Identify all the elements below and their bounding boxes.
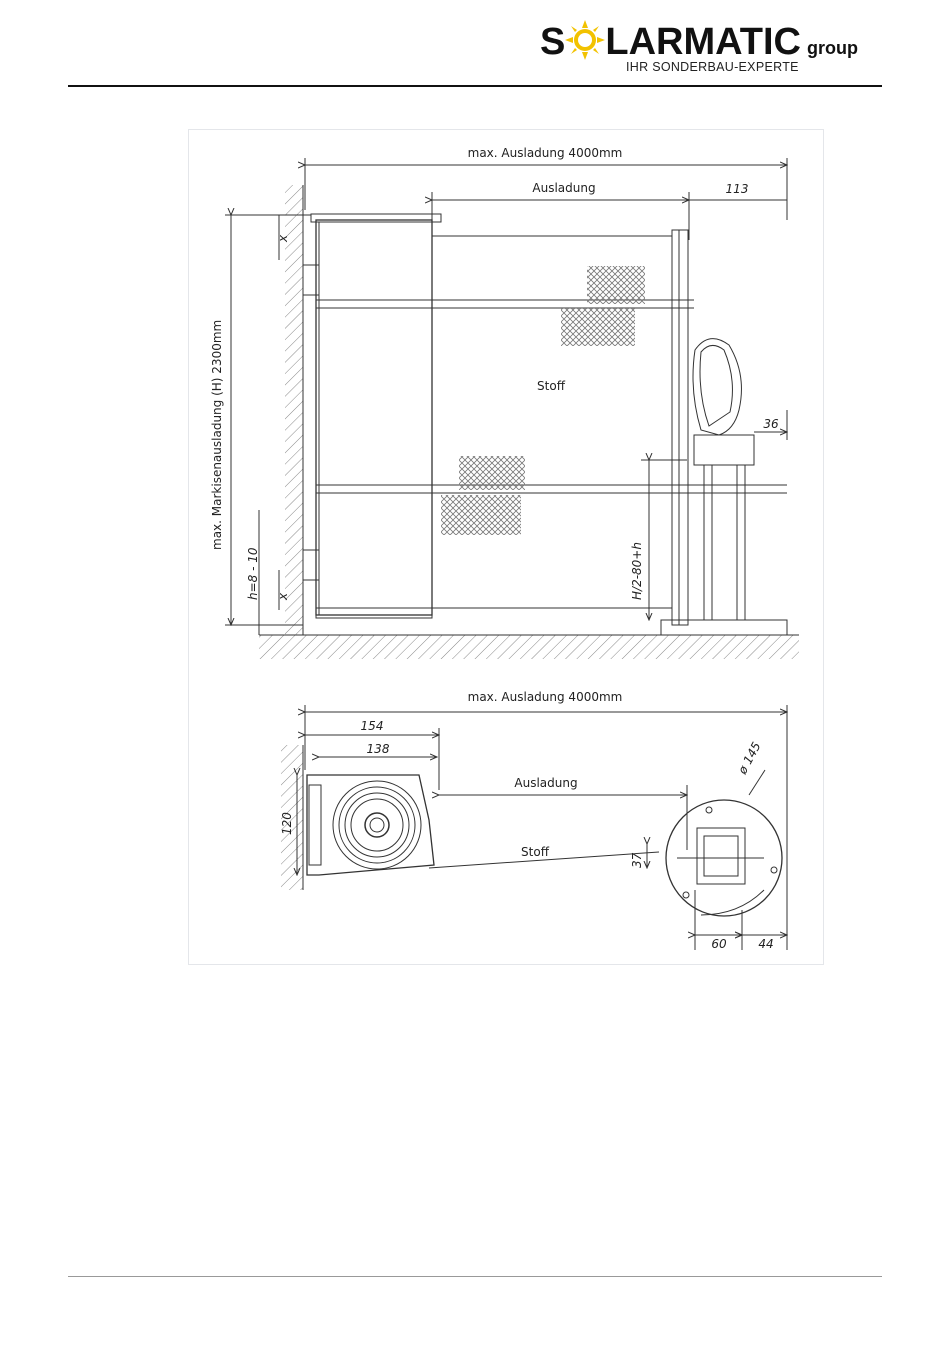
top-dim-113: 113 xyxy=(725,182,749,196)
drawing-svg xyxy=(189,130,823,964)
logo-tagline: IHR SONDERBAU-EXPERTE xyxy=(626,60,799,74)
cassette-bottom xyxy=(316,608,432,618)
logo-prefix: S xyxy=(540,21,566,63)
support-post xyxy=(672,230,688,625)
top-max-ausladung: max. Ausladung 4000mm xyxy=(467,146,623,160)
bottom-dim-44: 44 xyxy=(758,937,774,951)
top-x-label-upper: x xyxy=(276,234,290,242)
bottom-dim-145: ø 145 xyxy=(735,739,764,777)
header-divider xyxy=(68,85,882,87)
top-h2-label: H/2-80+h xyxy=(630,542,644,600)
bottom-dim-37: 37 xyxy=(630,852,644,868)
bottom-dim-60: 60 xyxy=(711,937,727,951)
solarmatic-logo xyxy=(540,14,860,78)
bottom-stoff: Stoff xyxy=(521,845,549,859)
roll-axle xyxy=(365,813,389,837)
wall-hatch xyxy=(285,185,303,635)
bottom-ausladung: Ausladung xyxy=(514,776,578,790)
top-h-label: h=8 - 10 xyxy=(246,547,260,600)
technical-drawing xyxy=(188,129,824,965)
logo-name: LARMATIC xyxy=(605,21,801,63)
top-stoff: Stoff xyxy=(537,379,565,393)
fabric-roll xyxy=(333,781,421,869)
top-vertical-label: max. Markisenausladung (H) 2300mm xyxy=(210,319,224,550)
footer-divider xyxy=(68,1276,882,1277)
top-ausladung: Ausladung xyxy=(532,181,596,195)
cassette-top xyxy=(311,214,441,222)
post-foot xyxy=(661,620,787,635)
elevation-view xyxy=(225,158,799,659)
bottom-dim-154: 154 xyxy=(360,719,384,733)
bottom-dim-120: 120 xyxy=(280,812,294,835)
logo-wordmark xyxy=(540,20,858,64)
bottom-dim-138: 138 xyxy=(366,742,390,756)
sun-icon xyxy=(565,20,605,60)
top-x-label-lower: x xyxy=(276,592,290,600)
bottom-max-ausladung: max. Ausladung 4000mm xyxy=(467,690,623,704)
floor-hatch xyxy=(259,635,799,659)
section-view xyxy=(281,705,787,950)
post-bracket xyxy=(694,435,754,465)
top-dim-36: 36 xyxy=(763,417,779,431)
cassette-body xyxy=(316,220,432,615)
logo-group: group xyxy=(806,38,858,58)
